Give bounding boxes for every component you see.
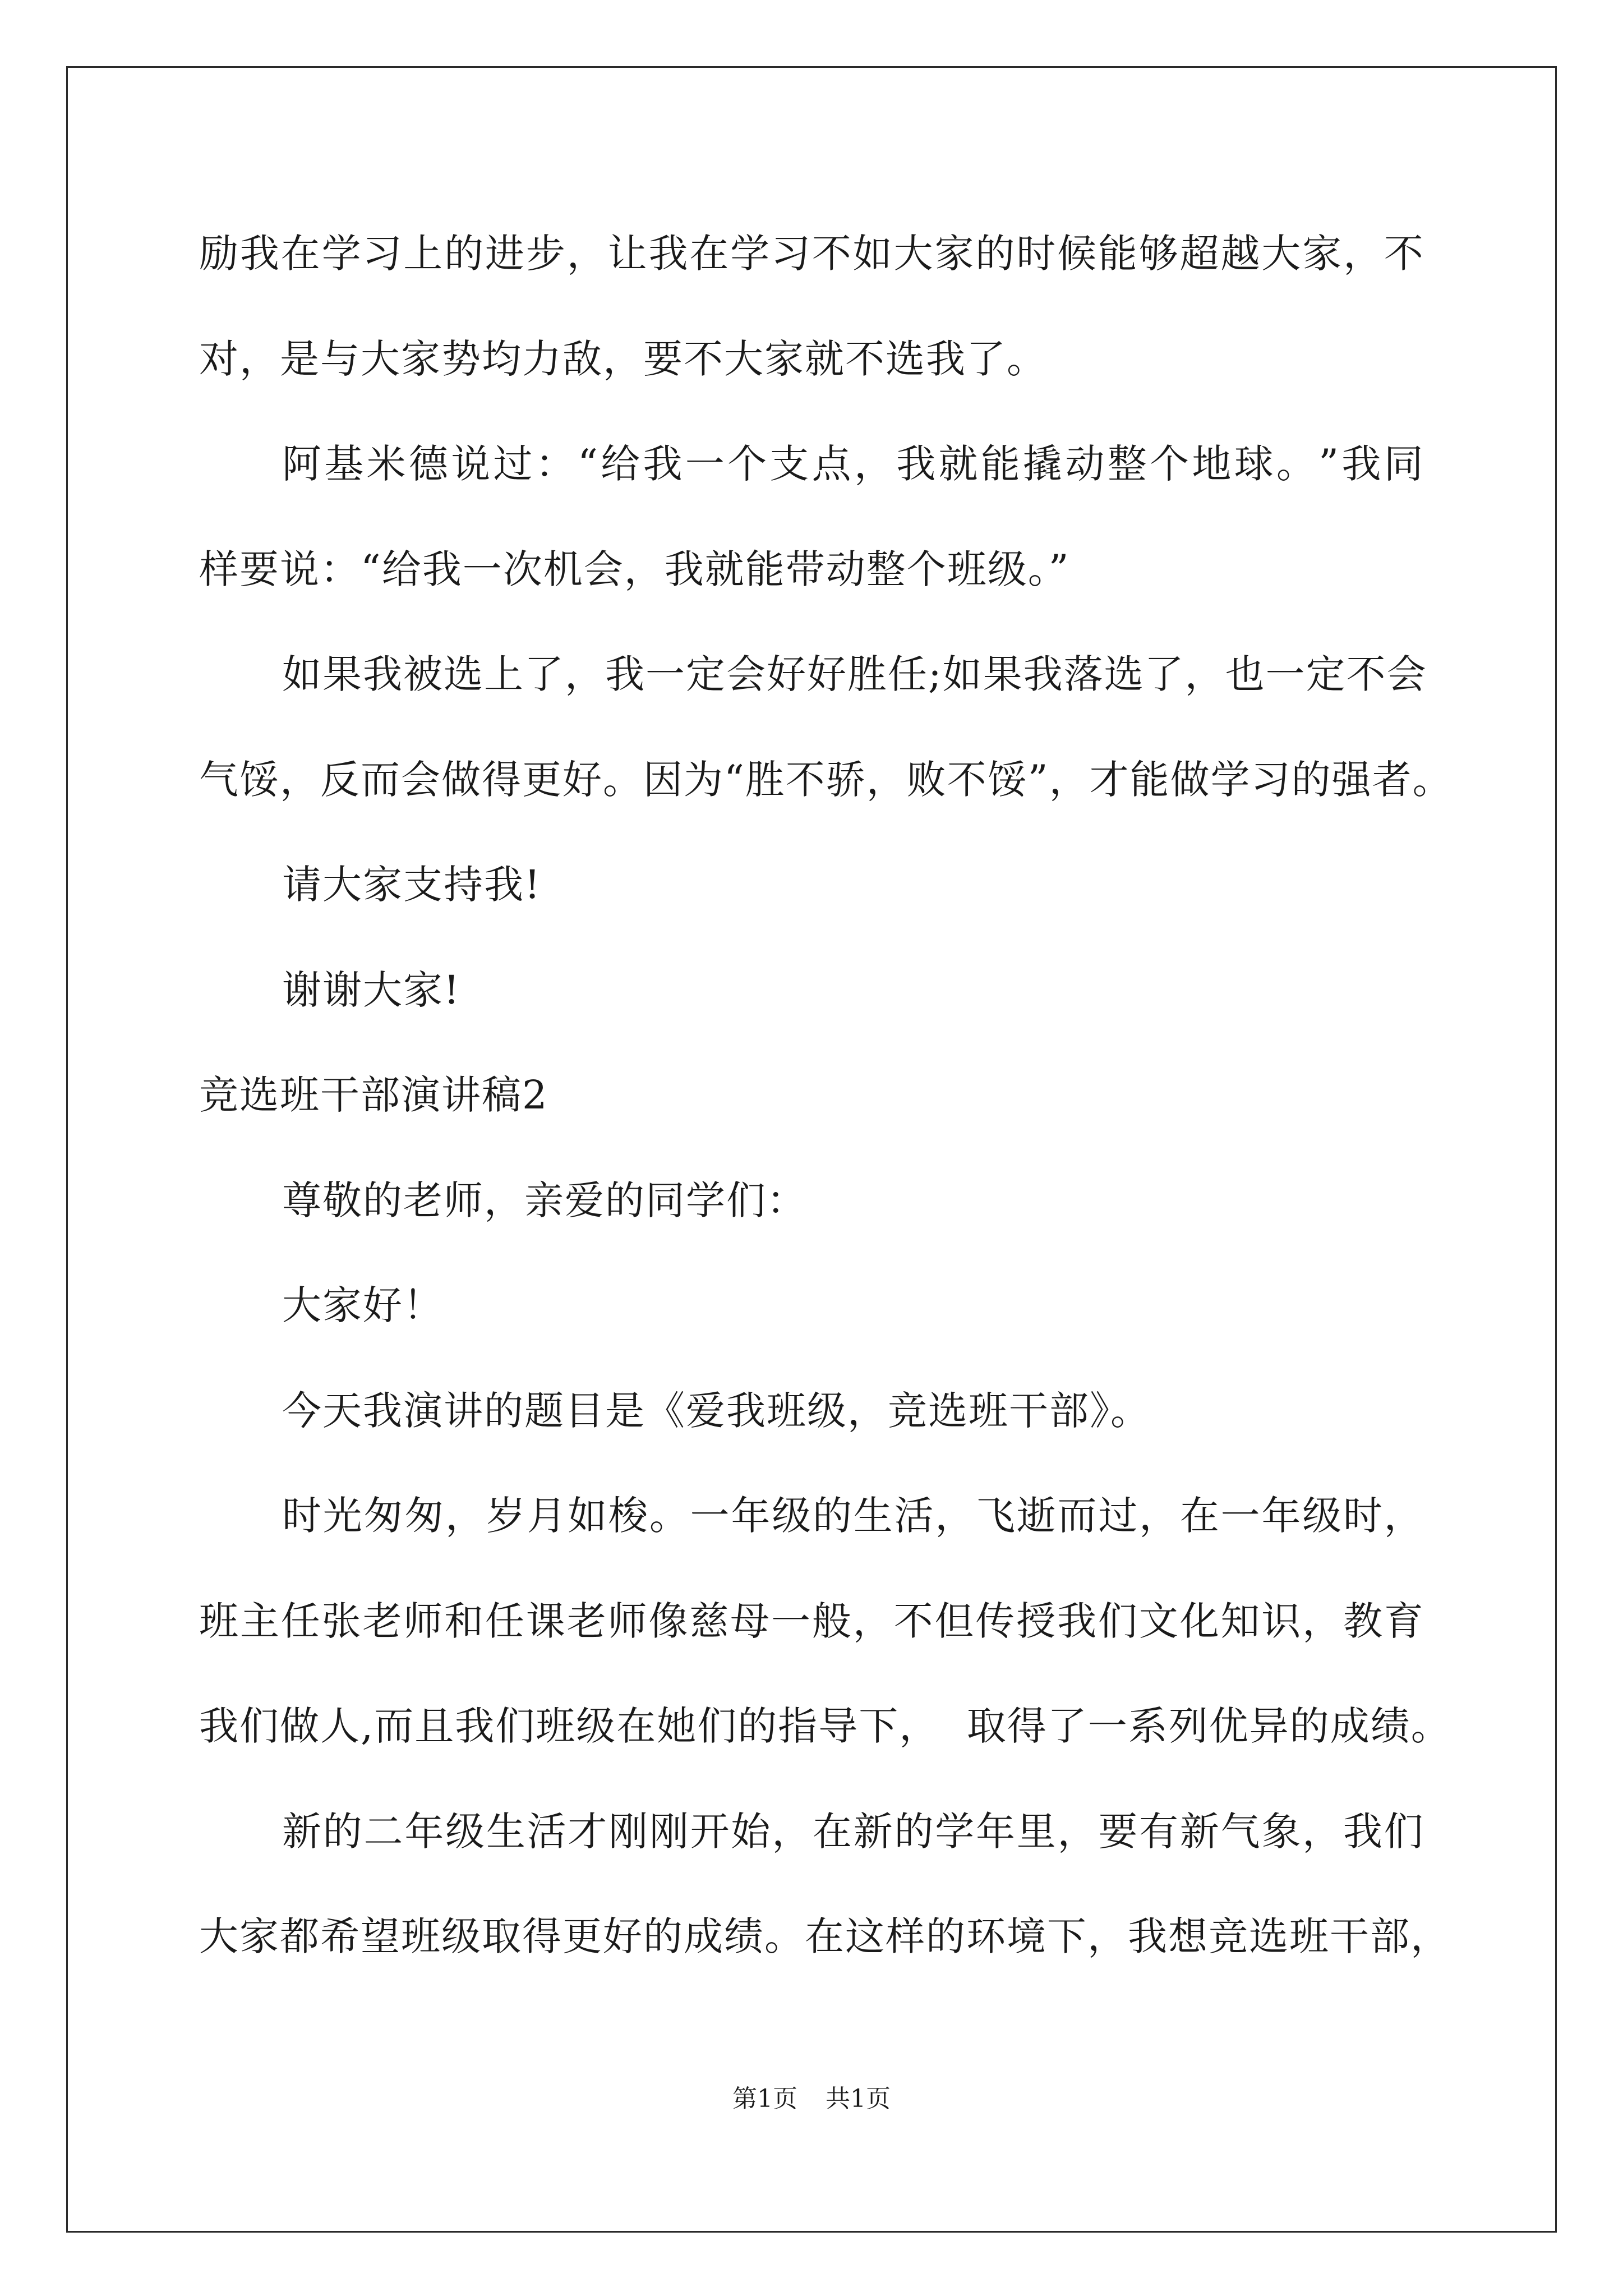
text-line: 时 光 匆 匆 ， 岁 月 如 梭 。 一 年 级 的 生 活 ， 飞 逝 而 过 ， 在 一 年 级 时 ，	[282, 1493, 1424, 1539]
text-line: 我 们 做 人 , 而 且 我 们 班 级 在 她 们 的 指 导 下 ， 取 得 了 一 系 列 优 异 的 成 绩 。	[199, 1703, 1451, 1749]
page-number: 第1页	[732, 2085, 797, 2113]
text-line: 请大家支持我!	[282, 862, 542, 908]
document-body	[199, 220, 1453, 2008]
text-line: 今天我演讲的题目是《爱我班级，竞选班干部》。	[282, 1387, 1151, 1434]
text-line: 对，是与大家势均力敌，要不大家就不选我了。	[199, 335, 1047, 382]
text-line: 样要说：“给我一次机会，我就能带动整个班级。”	[199, 546, 1070, 592]
text-line: 谢谢大家!	[282, 967, 461, 1013]
text-line: 阿 基 米 德 说 过 ： “ 给 我 一 个 支 点 ， 我 就 能 撬 动 整 个 地 球 。 ” 我 同	[282, 441, 1424, 487]
text-line: 尊敬的老师，亲爱的同学们：	[282, 1177, 807, 1223]
text-line: 如 果 我 被 选 上 了 ， 我 一 定 会 好 好 胜 任 ; 如 果 我 落 选 了 ， 也 一 定 不 会	[282, 651, 1427, 697]
page-total: 共1页	[826, 2085, 891, 2113]
text-line: 大 家 都 希 望 班 级 取 得 更 好 的 成 绩 。 在 这 样 的 环 境 下 ， 我 想 竞 选 班 干 部 ，	[199, 1913, 1451, 1959]
text-line: 励 我 在 学 习 上 的 进 步 ， 让 我 在 学 习 不 如 大 家 的 时 候 能 够 超 越 大 家 ， 不	[199, 231, 1424, 277]
text-line: 大家好！	[282, 1282, 444, 1328]
page-footer	[0, 2078, 1623, 2114]
text-line: 气 馁 ， 反 而 会 做 得 更 好 。 因 为 “ 胜 不 骄 ， 败 不 馁 ” ， 才 能 做 学 习 的 强 者 。	[199, 756, 1453, 803]
text-line: 新 的 二 年 级 生 活 才 刚 刚 开 始 ， 在 新 的 学 年 里 ， 要 有 新 气 象 ， 我 们	[282, 1808, 1424, 1855]
section-heading: 竞选班干部演讲稿2	[199, 1072, 548, 1118]
text-line: 班 主 任 张 老 师 和 任 课 老 师 像 慈 母 一 般 ， 不 但 传 授 我 们 文 化 知 识 ， 教 育	[199, 1598, 1424, 1644]
